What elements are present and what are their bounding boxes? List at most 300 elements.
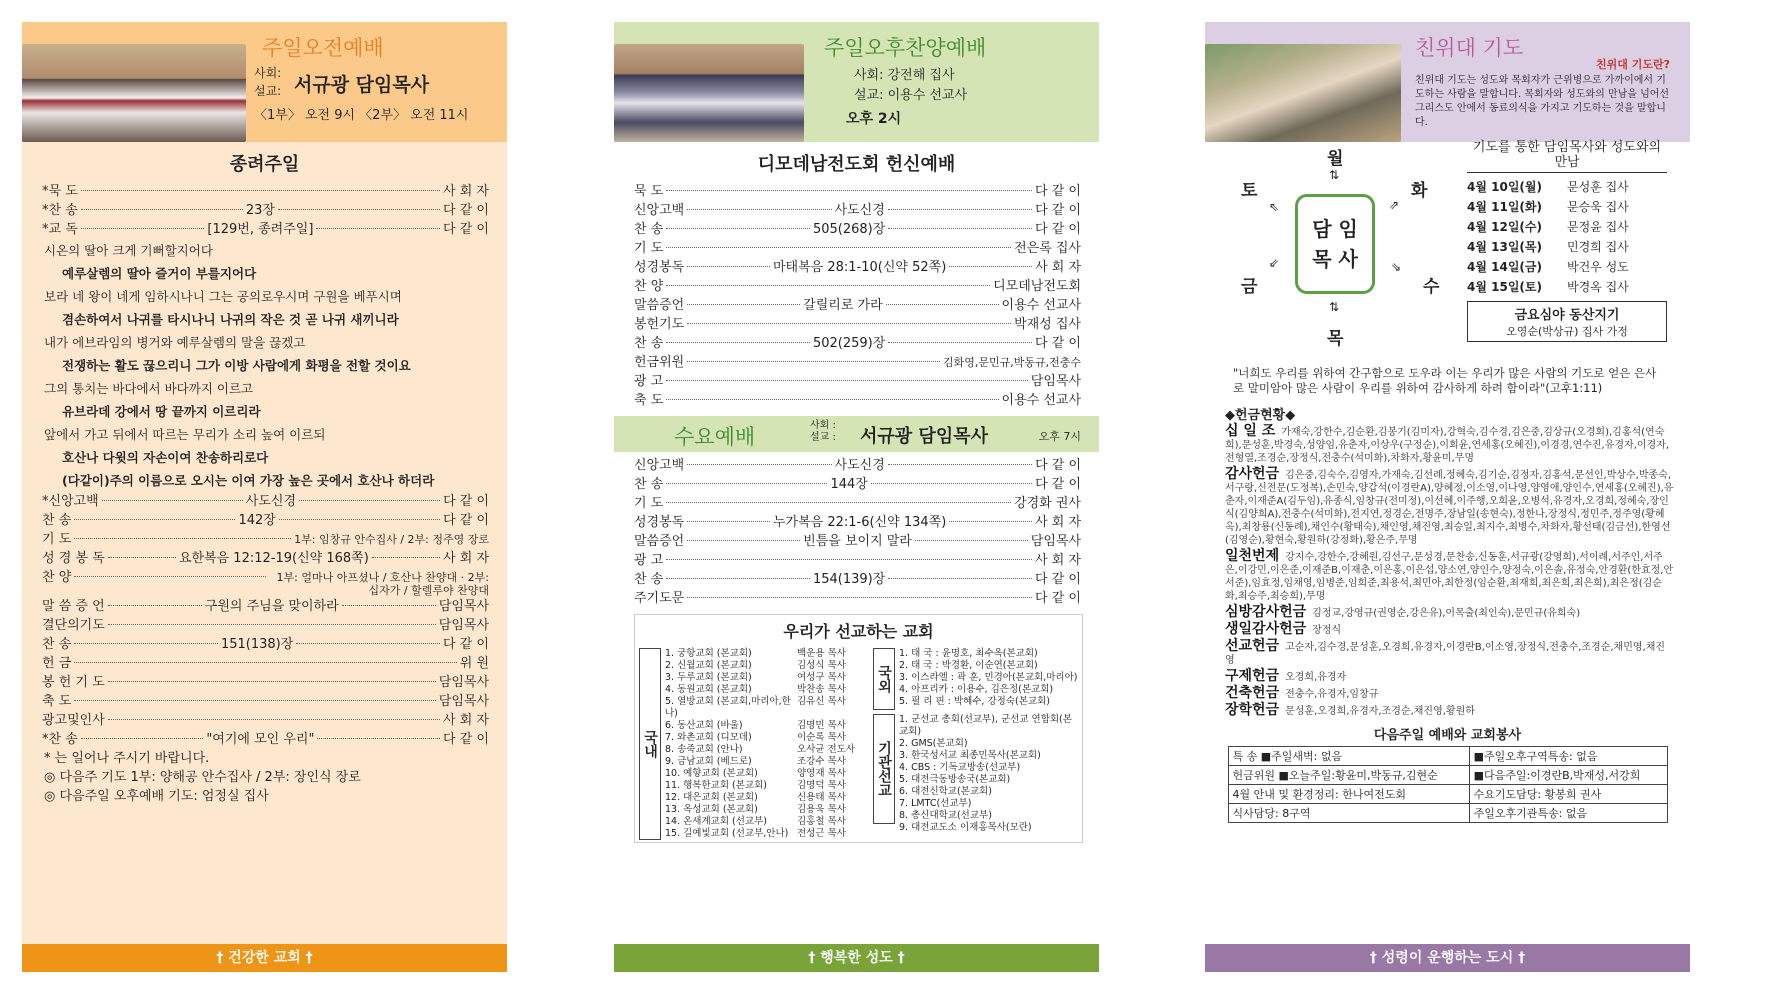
row-person: 1부: 임창규 안수집사 / 2부: 정주영 장로 [294,533,489,546]
dot-leader [666,380,1028,381]
liturgy-row [22,549,507,568]
offering-entry [1205,704,1690,718]
verse-line: 겸손하여서 나귀를 타시나니 나귀의 작은 것 곧 나귀 새끼니라 [62,312,399,327]
offering-entry [1205,640,1690,667]
dot-leader [666,190,1032,191]
row-person: 사 회 자 [1035,260,1082,275]
row-label: 신앙고백 [634,203,685,218]
day-fri: 금 [1241,277,1258,297]
offering-names: 김은중,김숙수,김영자,가재숙,김선례,정혜숙,김기순,김정자,김홍석,문선인,박상수,박종숙,서구랑,신전문(도정복),손민숙,양갑석(이경란A),양혜정,이소영,이나영,양영애,양인수,연세홍(오혜진),유춘자,이재준A(김두임),유종식,임창규(전미정),이선혜,이주행,오희윤,오병석,유경자,오경희,정혜숙,장인식(김양희A),전충수(석미화),전지연,정경순,전명주,장남일(송현숙),정한나,장정식,정민주,정주영(황혜옥),최창룡(신동례),채인수(황태숙),채인영,채진영,최승일,최지수,최병수,차화자,황선태(김금선),한영선(김영순),황현숙,황원하(강정화),황은주,무명 [1225,470,1674,546]
church-name: 4. 동원교회 (본교회) [665,684,752,695]
liturgy-row [614,372,1099,391]
row-label: 찬 송 [634,477,664,492]
afternoon-leader: 사회: 강전해 집사 [854,68,955,83]
offering-type: 선교헌금 [1225,638,1280,654]
meeting-row [1467,217,1667,237]
row-label: 찬 송 [634,336,664,351]
day-thu: 목 [1327,329,1344,349]
meeting-date: 4월 11일(화) [1467,200,1542,214]
agency-mission: 9. 대전교도소 이재홍목사(모란) [899,822,1032,833]
row-person: 김화영,문민규,박동규,전충수 [942,356,1081,369]
verse-line: 그의 통치는 바다에서 바다까지 이르고 [44,381,254,396]
dot-leader [108,557,176,558]
row-label: 성 경 봉 독 [42,551,105,566]
row-person: 강경화 권사 [1014,496,1081,511]
foreign-mission: 2. 태 국 : 박경환, 이순연(본교회) [899,660,1038,671]
mission-title: 우리가 선교하는 교회 [783,622,934,641]
row-item: "여기에 모인 우리" [206,732,315,747]
church-name: 10. 예향교회 (본교회) [665,768,758,779]
sermon-label: 설교: [254,84,282,98]
row-label: 봉 헌 기 도 [42,675,105,690]
meeting-member: 문정윤 집사 [1567,220,1629,234]
row-item: [129번, 종려주일] [207,222,314,237]
offering-names: 가재숙,강한수,김순환,김봉기(김미자),강혁숙,김수경,김은중,김상규(오경회),김홍석(연숙희),문성훈,박경숙,성양임,유춘자,이상우(구정순),이회윤,연세홍(오혜진),이경경,연수진,유경자,이경자,전형열,조경순,장정식,전충수(석미화),차화자,황윤미,무명 [1225,427,1670,464]
dot-leader [316,228,440,229]
liturgy-row [614,391,1099,410]
afternoon-time: 오후 2시 [846,111,902,127]
dot-leader [888,464,1032,465]
day-sat: 토 [1241,181,1258,201]
next-week-row [1228,766,1667,785]
section-title: 종려주일 [229,154,300,175]
liturgy-row [614,494,1099,513]
meeting-row [1467,177,1667,197]
row-label: 찬 양 [42,570,72,585]
dot-leader [687,540,800,541]
afternoon-header [614,22,1099,142]
row-label: 찬 송 [634,222,664,237]
dot-leader [74,576,266,577]
row-label: 기 도 [42,532,72,547]
row-label: 광 고 [634,553,664,568]
liturgy-row [22,711,507,730]
row-item: 사도신경 [245,494,297,509]
pastor-name: 김홍철 목사 [797,816,846,827]
dot-leader [915,540,1028,541]
row-person: 사 회 자 [443,551,490,566]
dot-leader [108,719,440,720]
offering-names: 오경희,유경자 [1285,672,1347,683]
agency-mission: 3. 한국성서교 최종민목사(본교회) [899,750,1041,761]
agency-mission: 2. GMS(본교회) [899,738,968,749]
dot-leader [949,266,1032,267]
dot-leader [888,209,1032,210]
row-label: 축 도 [42,694,72,709]
prayer-header [1205,22,1690,142]
row-person: 다 같 이 [1035,591,1081,606]
row-person: 다 같 이 [443,513,490,528]
row-label: 결단의기도 [42,618,105,633]
row-label: 찬 송 [634,572,664,587]
arrow-icon: ⇖ [1269,200,1280,214]
row-label: 말 씀 증 언 [42,599,105,614]
row-person: 사 회 자 [443,184,489,199]
meeting-date: 4월 13일(목) [1467,240,1542,254]
row-person: 이용수 선교사 [1001,298,1082,313]
meeting-date: 4월 15일(토) [1467,280,1542,294]
church-name: 5. 열방교회 (본교회,마리아,한나) [665,696,791,719]
dot-leader [81,190,440,191]
pastor-name: 신용태 목사 [797,792,846,803]
offering-names: 장정식 [1312,625,1342,636]
dot-leader [108,624,436,625]
morning-service-panel [22,22,507,972]
church-name: 11. 행복한교회 (본교회) [665,780,767,791]
church-name: 9. 금남교회 (베드로) [665,756,752,767]
wednesday-roles: 사회 : 설교 : [810,420,836,443]
verse-line: 내가 에브라임의 병거와 예루살렘의 말을 끊겠고 [44,335,306,350]
liturgy-row [22,530,507,549]
offering-entry [1205,623,1690,637]
row-item: 144장 [830,477,868,492]
row-person: 담임목사 [1030,534,1082,549]
dot-leader [74,700,436,701]
mission-box [634,614,1083,843]
row-label: *신앙고백 [42,494,99,509]
meeting-member: 문성훈 집사 [1567,180,1629,194]
offering-entry [1205,550,1690,603]
agency-mission: 8. 총신대학교(선교부) [899,810,992,821]
meeting-schedule [1467,140,1667,342]
pastor-name: 양영재 목사 [797,768,846,779]
pastor-name: 김명민 목사 [797,720,846,731]
row-label: 묵 도 [634,184,664,199]
dot-leader [372,557,440,558]
liturgy-row [22,511,507,530]
liturgy-row [22,616,507,635]
dot-leader [687,304,800,305]
dot-leader [666,399,998,400]
dot-leader [687,209,831,210]
offering-names: 김정교,강영규(권영순,강은유),이목출(최인숙),문민규(유희숙) [1312,608,1581,619]
row-person: 디모데남전도회 [993,279,1081,294]
friday-box [1467,301,1667,342]
next-week-cell: 헌금위원 ■오늘주일:황윤미,박동규,김현순 [1228,766,1469,785]
dot-leader [299,500,440,501]
liturgy-row [614,220,1099,239]
row-label: 성경봉독 [634,515,685,530]
row-person: 다 같 이 [1035,458,1082,473]
row-item: 142장 [238,513,276,528]
next-week-cell: 수요기도담당: 황봉희 권사 [1469,785,1667,804]
liturgy-row [614,589,1099,608]
dot-leader [74,643,218,644]
domestic-label: 국내 [639,648,661,840]
liturgy-row [22,692,507,711]
row-person: 담임목사 [438,599,490,614]
next-week-row [1228,785,1667,804]
row-label: 봉헌기도 [634,317,685,332]
dot-leader [279,519,440,520]
next-week-cell: ■주일오후구역특송: 없음 [1469,747,1667,766]
row-item: 구원의 주님을 맞이하라 [204,599,339,614]
liturgy-row [614,239,1099,258]
row-person: 담임목사 [438,618,489,633]
wednesday-liturgy [614,456,1099,608]
verse-line: 보라 네 왕이 네게 임하시나니 그는 공의로우시며 구원을 베푸시며 [44,289,402,304]
church-name: 1. 궁항교회 (본교회) [665,648,752,659]
dot-leader [687,361,940,362]
liturgy-row [22,597,507,616]
row-item: 요한복음 12:12-19(신약 168쪽) [178,551,369,566]
liturgy-row [22,673,507,692]
offering-type: 일천번제 [1225,548,1280,564]
next-week-table [1228,746,1668,823]
dot-leader [666,247,1011,248]
foreign-mission: 3. 이스라엘 : 곽 훈, 민경아(본교회,마리아) [899,672,1078,683]
wednesday-header [614,416,1099,452]
liturgy-row [614,570,1099,589]
meeting-row [1467,237,1667,257]
next-week-row [1228,747,1667,766]
row-person: 담임목사 [1030,374,1081,389]
row-person: 다 같 이 [1035,203,1082,218]
row-label: 헌 금 [42,656,72,671]
row-person: 1부: 얼마나 아프셨나 / 호산나 찬양대 · 2부: 십자가 / 할렐루야 찬양대 [276,571,489,597]
friday-title: 금요심야 동산지기 [1514,308,1620,323]
meeting-member: 박경옥 집사 [1567,280,1629,294]
offering-names: 전충수,유경자,임창규 [1285,689,1379,700]
verse-line: 예루살렘의 딸아 즐거이 부를지어다 [62,266,257,281]
row-person: 박재성 집사 [1014,317,1081,332]
agency-list [899,714,1078,834]
pastor-name: 박찬송 목사 [797,684,846,695]
meeting-member: 박건우 성도 [1567,260,1629,274]
row-label: 기 도 [634,496,664,511]
arrow-icon: ⇘ [1391,260,1402,274]
footer-slogan: † 행복한 성도 † [614,944,1099,972]
next-week-title: 다음주일 예배와 교회봉사 [1373,728,1522,743]
pastor-name: 여성구 목사 [797,672,846,683]
meeting-title: 기도를 통한 담임목사와 성도와의 만남 [1467,140,1667,173]
foreign-list [899,648,1077,710]
verse-line: (다같이)주의 이름으로 오시는 이여 가장 높은 곳에서 호산나 하더라 [62,473,435,488]
agency-mission: 5. 대전극동방송국(본교회) [899,774,1011,785]
meeting-row [1467,257,1667,277]
dot-leader [888,342,1032,343]
offering-type: 감사헌금 [1225,466,1280,482]
church-name: 15. 길예빛교회 (선교부,안나) [665,828,789,839]
offering-entry [1205,670,1690,684]
liturgy-row [614,456,1099,475]
row-person: 담임목사 [438,675,489,690]
agency-mission: 6. 대전신학교(본교회) [899,786,992,797]
prayer-panel [1205,22,1690,972]
pastor-name: 이순록 목사 [797,732,846,743]
dot-leader [666,483,827,484]
note-line: ◎ 다음주일 오후예배 기도: 엄정실 집사 [44,789,269,804]
row-label: 성경봉독 [634,260,685,275]
pastor-name: 김명덕 목사 [797,780,846,791]
church-name: 14. 온새계교회 (선교부) [665,816,767,827]
verse-line: 호산나 다윗의 자손이여 찬송하리로다 [62,450,269,465]
liturgy-row [614,277,1099,296]
offering-title: ◆헌금현황◆ [1225,408,1296,423]
agency-mission: 7. LMTC(선교부) [899,798,972,809]
liturgy-row [614,513,1099,532]
day-mon: 월 [1327,149,1344,169]
liturgy-row [614,334,1099,353]
liturgy-row [22,201,507,220]
agency-mission: 1. 군선교 총회(선교부), 군선교 연합회(본교회) [899,714,1072,737]
dot-leader [687,464,831,465]
row-label: 신앙고백 [634,458,685,473]
morning-header [22,22,507,142]
friday-family: 오영순(박상규) 집사 가정 [1506,325,1628,338]
wednesday-pastor: 서규광 담임목사 [860,426,988,447]
footer-slogan: † 건강한 교회 † [22,944,507,972]
church-name: 12. 대은교회 (본교회) [665,792,758,803]
row-person: 다 같 이 [1035,336,1081,351]
liturgy-row [614,353,1099,372]
leader-label: 사회: [254,66,282,80]
pastor-name: 김유신 목사 [797,696,846,707]
agency-label: 기관선교 [873,714,895,824]
note-line: ◎ 다음주 기도 1부: 양해공 안수집사 / 2부: 장인식 장로 [44,770,361,785]
church-name: 2. 신월교회 (본교회) [665,660,752,671]
meeting-date: 4월 12일(수) [1467,220,1542,234]
row-item: 빈틈을 보이지 말라 [803,534,912,549]
liturgy-top [22,182,507,239]
row-person: 다 같 이 [1035,477,1082,492]
pastor-name: 김용욱 목사 [797,804,846,815]
dot-leader [666,285,990,286]
afternoon-service-panel [614,22,1099,972]
row-label: 찬 송 [42,637,72,652]
row-person: 이용수 선교사 [1001,393,1081,408]
row-person: 담임목사 [438,694,489,709]
next-week-cell: 특 송 ■주일새벽: 없음 [1228,747,1469,766]
foreign-mission: 5. 필 리 핀 : 박혜수, 강정숙(본교회) [899,696,1050,707]
arrow-icon: ⇗ [1389,198,1400,212]
pastor-name: 백운용 목사 [797,648,846,659]
dot-leader [666,578,810,579]
service-times: 〈1부〉 오전 9시 〈2부〉 오전 11시 [254,108,469,123]
row-item: 505(268)장 [812,222,886,237]
liturgy-row [614,315,1099,334]
row-person: 다 같 이 [443,732,489,747]
row-person: 사 회 자 [443,713,489,728]
agency-mission: 4. CBS : 기독교방송(선교부) [899,762,1021,773]
dot-leader [81,738,204,739]
dot-leader [74,662,457,663]
day-wed: 수 [1423,277,1440,297]
dot-leader [687,597,1032,598]
row-item: 502(259)장 [812,336,886,351]
pastor-name: 전성근 목사 [797,828,846,839]
row-person: 다 같 이 [1035,184,1081,199]
liturgy-row [614,532,1099,551]
meeting-row [1467,277,1667,297]
offering-names: 강지수,강한수,강혜원,김선구,문성경,문찬송,신동훈,서규광(강영희),서이례,서주인,서주은,이강민,이은준,이재준B,이재춘,이은홍,이은섭,양소연,양인수,양정숙,이은솔,유정숙,안경환(한효정,안서준),임효정,임채영,임병준,임희준,최용석,최민아,최한정(임순환,최재희,최은희,최은희),최은정(김순화,최승주,최승희),무명 [1225,552,1674,602]
row-item: 누가복음 22:1-6(신약 134쪽) [773,515,947,530]
verse-line: 전쟁하는 활도 끊으리니 그가 이방 사람에게 화평을 전할 것이요 [62,358,411,373]
prayer-photo [1205,44,1401,142]
offering-type: 건축헌금 [1225,685,1280,701]
foreign-mission: 4. 아프리카 : 이용수, 김은정(본교회) [899,684,1054,695]
dot-leader [342,605,436,606]
row-label: 찬 양 [634,279,664,294]
wednesday-time: 오후 7시 [1038,430,1081,443]
row-item: 23장 [245,203,275,218]
verse-line: 시온의 딸아 크게 기뻐할지어다 [44,243,213,258]
row-person: 다 같 이 [443,222,489,237]
row-person: 사 회 자 [1035,515,1082,530]
prayer-question: 친위대 기도란? [1596,58,1670,71]
next-week-cell: 4월 안내 및 환경정리: 한나여전도회 [1228,785,1469,804]
pastor-name: 서규광 담임목사 [294,74,430,96]
row-label: 말씀증언 [634,534,685,549]
row-label: *교 독 [42,222,78,237]
liturgy-row [614,201,1099,220]
scripture-quote: "너희도 우리를 위하여 간구함으로 도우라 이는 우리가 많은 사람의 기도로 얻은 은사로 말미암아 많은 사람이 우리를 위하여 감사하게 하려 함이라"(고후1:11) [1233,366,1657,395]
afternoon-liturgy [614,182,1099,410]
meeting-date: 4월 14일(금) [1467,260,1542,274]
liturgy-row [22,568,507,597]
row-label: *찬 송 [42,732,78,747]
pastor-name: 오사균 전도사 [797,744,856,755]
row-person: 다 같 이 [1035,572,1081,587]
row-label: 말씀증언 [634,298,685,313]
church-name: 13. 옥성교회 (본교회) [665,804,758,815]
row-item: 갈릴리로 가라 [803,298,883,313]
church-name: 3. 두루교회 (본교회) [665,672,752,683]
row-item: 사도신경 [834,458,885,473]
responsive-reading [22,239,507,492]
offering-list [1205,425,1690,718]
offering-entry [1205,606,1690,620]
pastor-name: 김성식 목사 [797,660,846,671]
liturgy-row [614,551,1099,570]
church-name: 6. 동산교회 (바울) [665,720,743,731]
row-person: 위 원 [459,656,489,671]
dot-leader [886,304,999,305]
liturgy-row [22,182,507,201]
dot-leader [102,500,243,501]
day-tue: 화 [1411,181,1428,201]
afternoon-title: 주일오후찬양예배 [824,36,987,60]
dot-leader [81,228,205,229]
next-week-cell: ■다음주일:이경란B,박재성,서강희 [1469,766,1667,785]
choir-photo [614,44,804,142]
row-label: 헌금위원 [634,355,685,370]
choir-photo [22,44,246,142]
afternoon-sermon: 설교: 이용수 선교사 [854,88,968,103]
dot-leader [108,605,202,606]
arrow-icon: ⇙ [1269,256,1280,270]
meeting-date: 4월 10일(월) [1467,180,1542,194]
dot-leader [278,209,440,210]
foreign-mission: 1. 태 국 : 윤명호, 최수옥(본교회) [899,648,1038,659]
row-label: 광 고 [634,374,664,389]
footer-slogan: † 성령이 운행하는 도시 † [1205,944,1690,972]
dot-leader [949,521,1032,522]
row-item: 사도신경 [834,203,885,218]
church-name: 7. 와촌교회 (디모데) [665,732,752,743]
row-label: *찬 송 [42,203,78,218]
dot-leader [74,538,291,539]
row-person: 사 회 자 [1035,553,1081,568]
dot-leader [888,578,1032,579]
dot-leader [81,209,243,210]
row-person: 다 같 이 [1035,222,1081,237]
row-person: 다 같 이 [443,203,489,218]
row-label: 축 도 [634,393,664,408]
offering-names: 고순자,김수경,문성훈,오경희,유경자,이경란B,이소영,장정식,전충수,조경순,채민영,채진영 [1225,642,1666,666]
domestic-list [665,648,867,840]
row-item: 154(139)장 [812,572,886,587]
